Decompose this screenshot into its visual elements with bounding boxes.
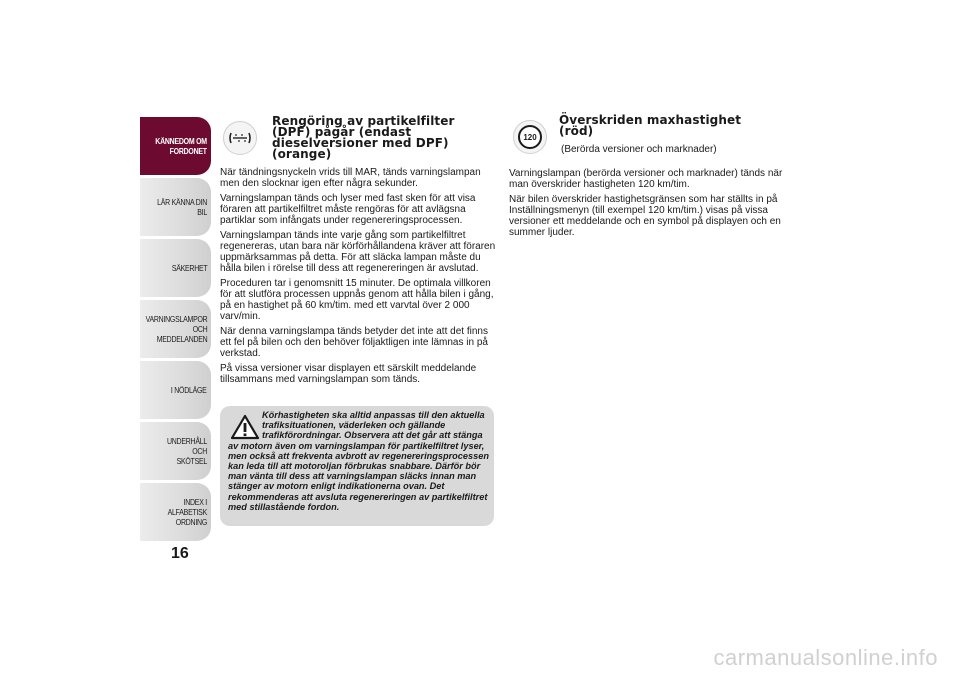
paragraph: Varningslampan tänds inte varje gång som partikelfiltret regenereras, utan bara när körförhållandena kräver att föraren uppmärksammas på detta. För att släcka lampan måste du hålla bilen i rörelse till dess att regenereringen är avslutad. <box>220 230 496 274</box>
page-number: 16 <box>171 545 189 562</box>
tab-varningslampor[interactable]: VARNINGSLAMPOR OCH MEDDELANDEN <box>140 300 211 358</box>
paragraph: Varningslampan tänds och lyser med fast sken för att visa föraren att partikelfiltret måste rengöras för att avlägsna partiklar som infångats under regenereringsprocessen. <box>220 193 476 226</box>
warning-box <box>220 406 494 526</box>
speed-limit-120-icon <box>513 120 547 154</box>
paragraph: När tändningsnyckeln vrids till MAR, tänds varningslampan men den slocknar igen efter några sekunder. <box>220 167 481 189</box>
paragraph: Varningslampan (berörda versioner och marknader) tänds när man överskrider hastigheten 120 km/tim. <box>509 168 783 190</box>
speed-section-subtitle: (Berörda versioner och marknader) <box>561 144 717 155</box>
tab-underhall-och-skotsel[interactable]: UNDERHÅLL OCH SKÖTSEL <box>140 422 211 480</box>
dpf-body-text <box>220 167 496 389</box>
tab-i-nodlage[interactable]: I NÖDLÄGE <box>140 361 211 419</box>
paragraph: På vissa versioner visar displayen ett särskilt meddelande tillsammans med varningslampan som tänds. <box>220 363 477 385</box>
dpf-filter-icon <box>223 121 257 155</box>
paragraph: Proceduren tar i genomsnitt 15 minuter. De optimala villkoren för att slutföra processen uppnås genom att hålla bilen i gång, på en hastighet på 60 km/tim. med ett varvtal över 2 000 varv/min. <box>220 278 494 322</box>
tab-sakerhet[interactable]: SÄKERHET <box>140 239 211 297</box>
speed-body-text <box>509 168 783 242</box>
paragraph: När bilen överskrider hastighetsgränsen som har ställts in på Inställningsmenyn (till exempel 120 km/tim.) visas på vissa versioner ett meddelande och en symbol på displayen och en summer ljuder. <box>509 194 781 238</box>
svg-text:120: 120 <box>523 133 537 142</box>
speed-section-title: Överskriden maxhastighet (röd) <box>559 113 742 138</box>
warning-text-block: Körhastigheten ska alltid anpassas till den aktuella trafiksituationen, väderleken och gällande trafikförordningar. Observera att det går att stänga av motorn även om varningslampan för partikelfiltret lyser, men också att frekventa avbrott av regenereringsprocessen kan leda till att motoroljan förbrukas snabbare. Därför bör man vänta till dess att varningslampan släcks innan man stänger av motorn enligt indikationerna ovan. Det rekommenderas att avsluta regenereringen av partikelfiltret med stillastående fordon. <box>228 410 489 512</box>
tab-lar-kanna-din-bil[interactable]: LÄR KÄNNA DIN BIL <box>140 178 211 236</box>
tab-index[interactable]: INDEX I ALFABETISK ORDNING <box>140 483 211 541</box>
watermark: carmanualsonline.info <box>713 645 938 670</box>
dpf-section-title: Rengöring av partikelfilter (DPF) pågår (endast dieselversioner med DPF) (orange) <box>272 114 455 161</box>
paragraph: När denna varningslampa tänds betyder det inte att det finns ett fel på bilen och den behöver följaktligen inte lämnas in på verkstad. <box>220 326 488 359</box>
tab-kannedom-om-fordonet[interactable]: KÄNNEDOM OM FORDONET <box>140 117 211 175</box>
